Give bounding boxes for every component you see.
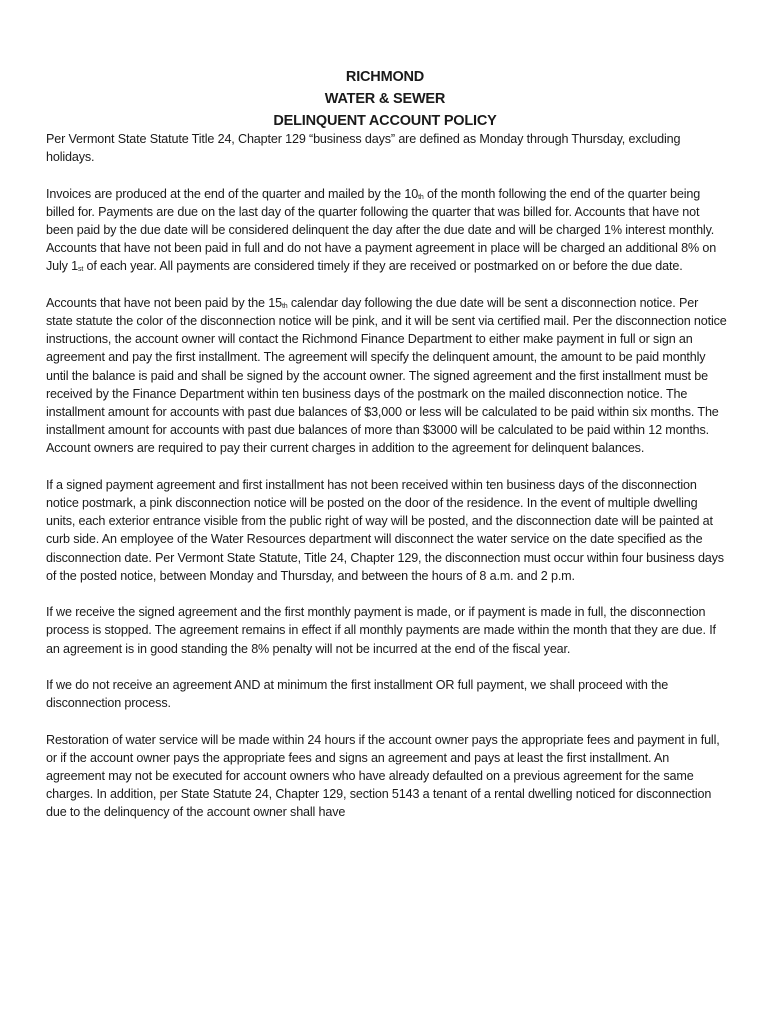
header-policy-title: DELINQUENT ACCOUNT POLICY — [273, 113, 497, 129]
paragraph-disconnection-notice — [46, 294, 728, 458]
header-town: RICHMOND — [345, 69, 425, 85]
superscript-st: st — [78, 266, 84, 274]
paragraph-restoration: Restoration of water service will be made within 24 hours if the account owner pays the appropriate fees and payment in full, or if the account owner pays the appropriate fees and signs an agreement and pays at least the first installment. An agreement may not be executed for account owners who have already defaulted on a previous agreement for the same charges. In addition, per State Statute 24, Chapter 129, section 5143 a tenant of a rental dwelling noticed for disconnection due to the delinquency of the account owner shall have — [46, 732, 720, 820]
superscript-th: th — [418, 193, 424, 201]
paragraph-invoices-part1: Invoices are produced at the end of the quarter and mailed by the 10 — [46, 186, 419, 201]
paragraph-invoices-part2: of the month following the end of the quarter being billed for. Payments are due on the last day of the quarter following the quarter that was billed for. Accounts that have not been paid by the due date will be considered delinquent the day after the due date and will be charged 1% interest monthly. Accounts that have not been paid in full and do not have a payment agreement in place will be charged an additional 8% on July 1 — [46, 186, 717, 274]
paragraph-agreement-standing: If we receive the signed agreement and the first monthly payment is made, or if payment is made in full, the disconnection process is stopped. The agreement remains in effect if all monthly payments are made within the month that they are due. If an agreement is in good standing the 8% penalty will not be incurred at the end of the fiscal year. — [46, 605, 716, 656]
superscript-th-2: th — [281, 302, 288, 310]
paragraph-invoices — [46, 185, 728, 276]
paragraph-invoices-part3: of each year. All payments are considered timely if they are received or postmarked on or before the due date. — [83, 259, 683, 274]
header-department: WATER & SEWER — [324, 91, 446, 107]
paragraph-proceed-disconnection: If we do not receive an agreement AND at minimum the first installment OR full payment, we shall proceed with the disconnection process. — [46, 678, 669, 711]
paragraph-disconnection-notice-part2: calendar day following the due date will be sent a disconnection notice. Per state statute the color of the disconnection notice will be pink, and it will be sent via certified mail. Per the disconnection notice instructions, the account owner will contact the Richmond Finance Department to either make payment in full or sign an agreement and pay the first installment. The agreement will specify the delinquent amount, the amount to be paid monthly until the balance is paid and shall be signed by the account owner. The signed agreement and the first installment must be received by the Finance Department within ten business days of the postmark on the mailed disconnection notice. The installment amount for accounts with past due balances of $3,000 or less will be calculated to be paid within six months. The installment amount for accounts with past due balances of more than $3000 will be calculated to be paid within 12 months. Account owners are required to pay their current charges in addition to the agreement for delinquent balances. — [46, 295, 727, 456]
document-header — [0, 66, 770, 132]
document-body — [46, 130, 728, 840]
paragraph-disconnection-notice-part1: Accounts that have not been paid by the 15 — [46, 295, 282, 310]
paragraph-posted-notice: If a signed payment agreement and first installment has not been received within ten business days of the disconnection notice postmark, a pink disconnection notice will be posted on the door of the residence. In the event of multiple dwelling units, each exterior entrance visible from the public right of way will be posted, and the disconnection date will be painted at curb side. An employee of the Water Resources department will disconnect the water service on the date specified as the disconnection date. Per Vermont State Statute, Title 24, Chapter 129, the disconnection must occur within four business days of the posted notice, between Monday and Thursday, and between the hours of 8 a.m. and 2 p.m. — [46, 477, 724, 583]
paragraph-business-days: Per Vermont State Statute Title 24, Chapter 129 “business days” are defined as Monday through Thursday, excluding holidays. — [46, 132, 681, 165]
